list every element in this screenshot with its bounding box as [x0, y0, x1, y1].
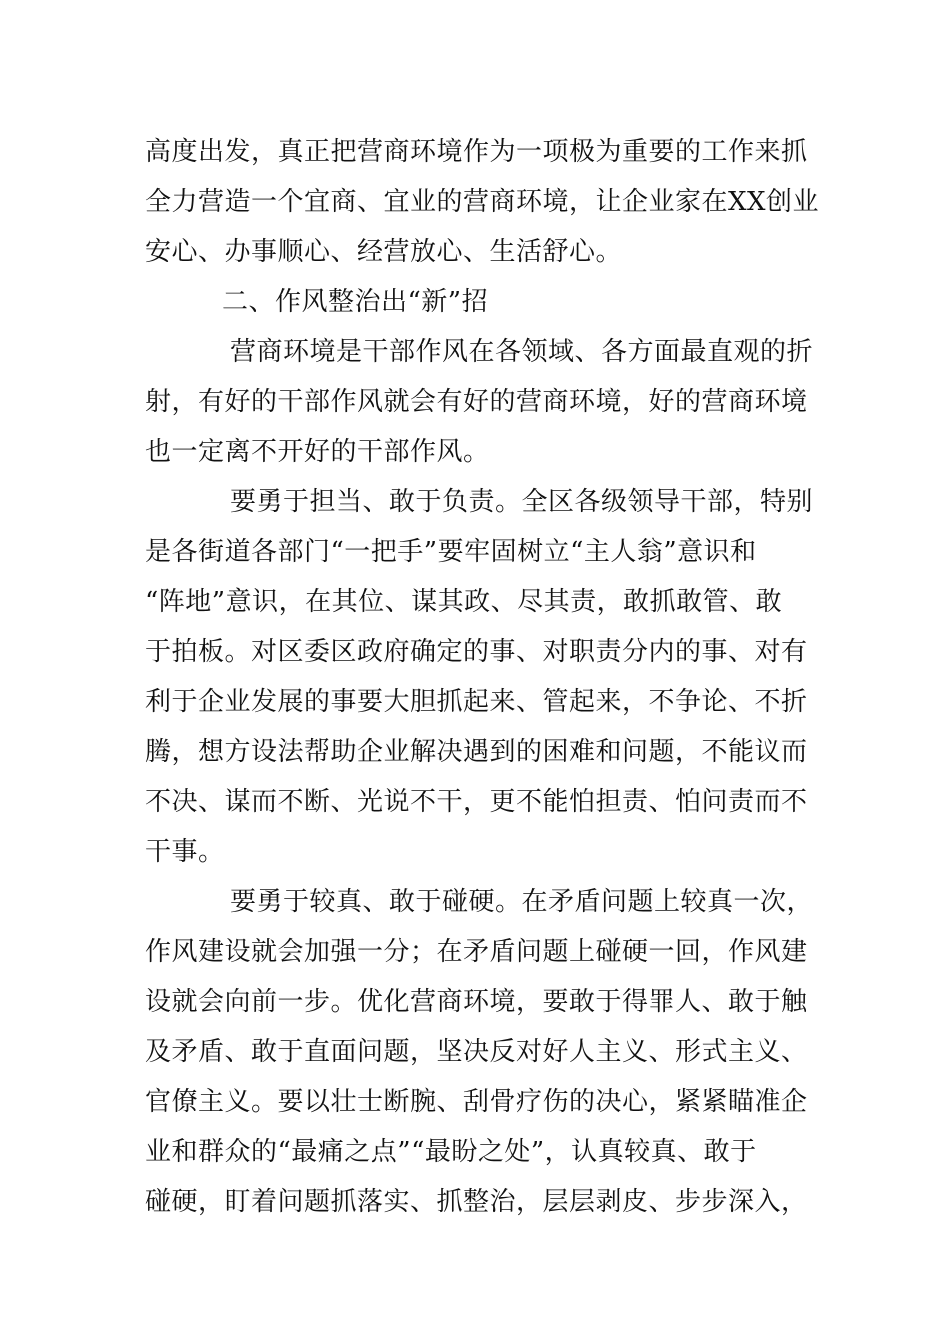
- text-line: 碰硬，盯着问题抓落实、抓整治，层层剥皮、步步深入，: [145, 1187, 808, 1217]
- text-line: 官僚主义。要以壮士断腕、刮骨疗伤的决心，紧紧瞄准企: [145, 1087, 808, 1117]
- text-line: 高度出发，真正把营商环境作为一项极为重要的工作来抓: [145, 137, 808, 167]
- text-line: 安心、办事顺心、经营放心、生活舒心。: [145, 237, 623, 267]
- text-line: 及矛盾、敢于直面问题，坚决反对好人主义、形式主义、: [145, 1037, 808, 1067]
- text-line: 不决、谋而不断、光说不干，更不能怕担责、怕问责而不: [145, 787, 808, 817]
- text-line: 全力营造一个宜商、宜业的营商环境，让企业家在XX创业: [145, 187, 820, 217]
- text-line: 设就会向前一步。优化营商环境，要敢于得罪人、敢于触: [145, 987, 808, 1017]
- text-line: 干事。: [145, 837, 225, 867]
- paragraph-first-line: 要勇于担当、敢于负责。全区各级领导干部，特别: [230, 487, 814, 517]
- text-line: 腾，想方设法帮助企业解决遇到的困难和问题，不能议而: [145, 737, 808, 767]
- text-line: 业和群众的“最痛之点”“最盼之处”，认真较真、敢于: [145, 1137, 757, 1167]
- paragraph-first-line: 营商环境是干部作风在各领域、各方面最直观的折: [230, 337, 814, 367]
- text-line: “阵地”意识，在其位、谋其政、尽其责，敢抓敢管、敢: [145, 587, 783, 617]
- text-line: 利于企业发展的事要大胆抓起来、管起来，不争论、不折: [145, 687, 808, 717]
- paragraph-first-line: 要勇于较真、敢于碰硬。在矛盾问题上较真一次，: [230, 887, 814, 917]
- text-line: 于拍板。对区委区政府确定的事、对职责分内的事、对有: [145, 637, 808, 667]
- text-line: 射，有好的干部作风就会有好的营商环境，好的营商环境: [145, 387, 808, 417]
- text-line: 作风建设就会加强一分；在矛盾问题上碰硬一回，作风建: [145, 937, 808, 967]
- section-heading: 二、作风整治出“新”招: [222, 287, 489, 317]
- text-line: 也一定离不开好的干部作风。: [145, 437, 490, 467]
- text-line: 是各街道各部门“一把手”要牢固树立“主人翁”意识和: [145, 537, 757, 567]
